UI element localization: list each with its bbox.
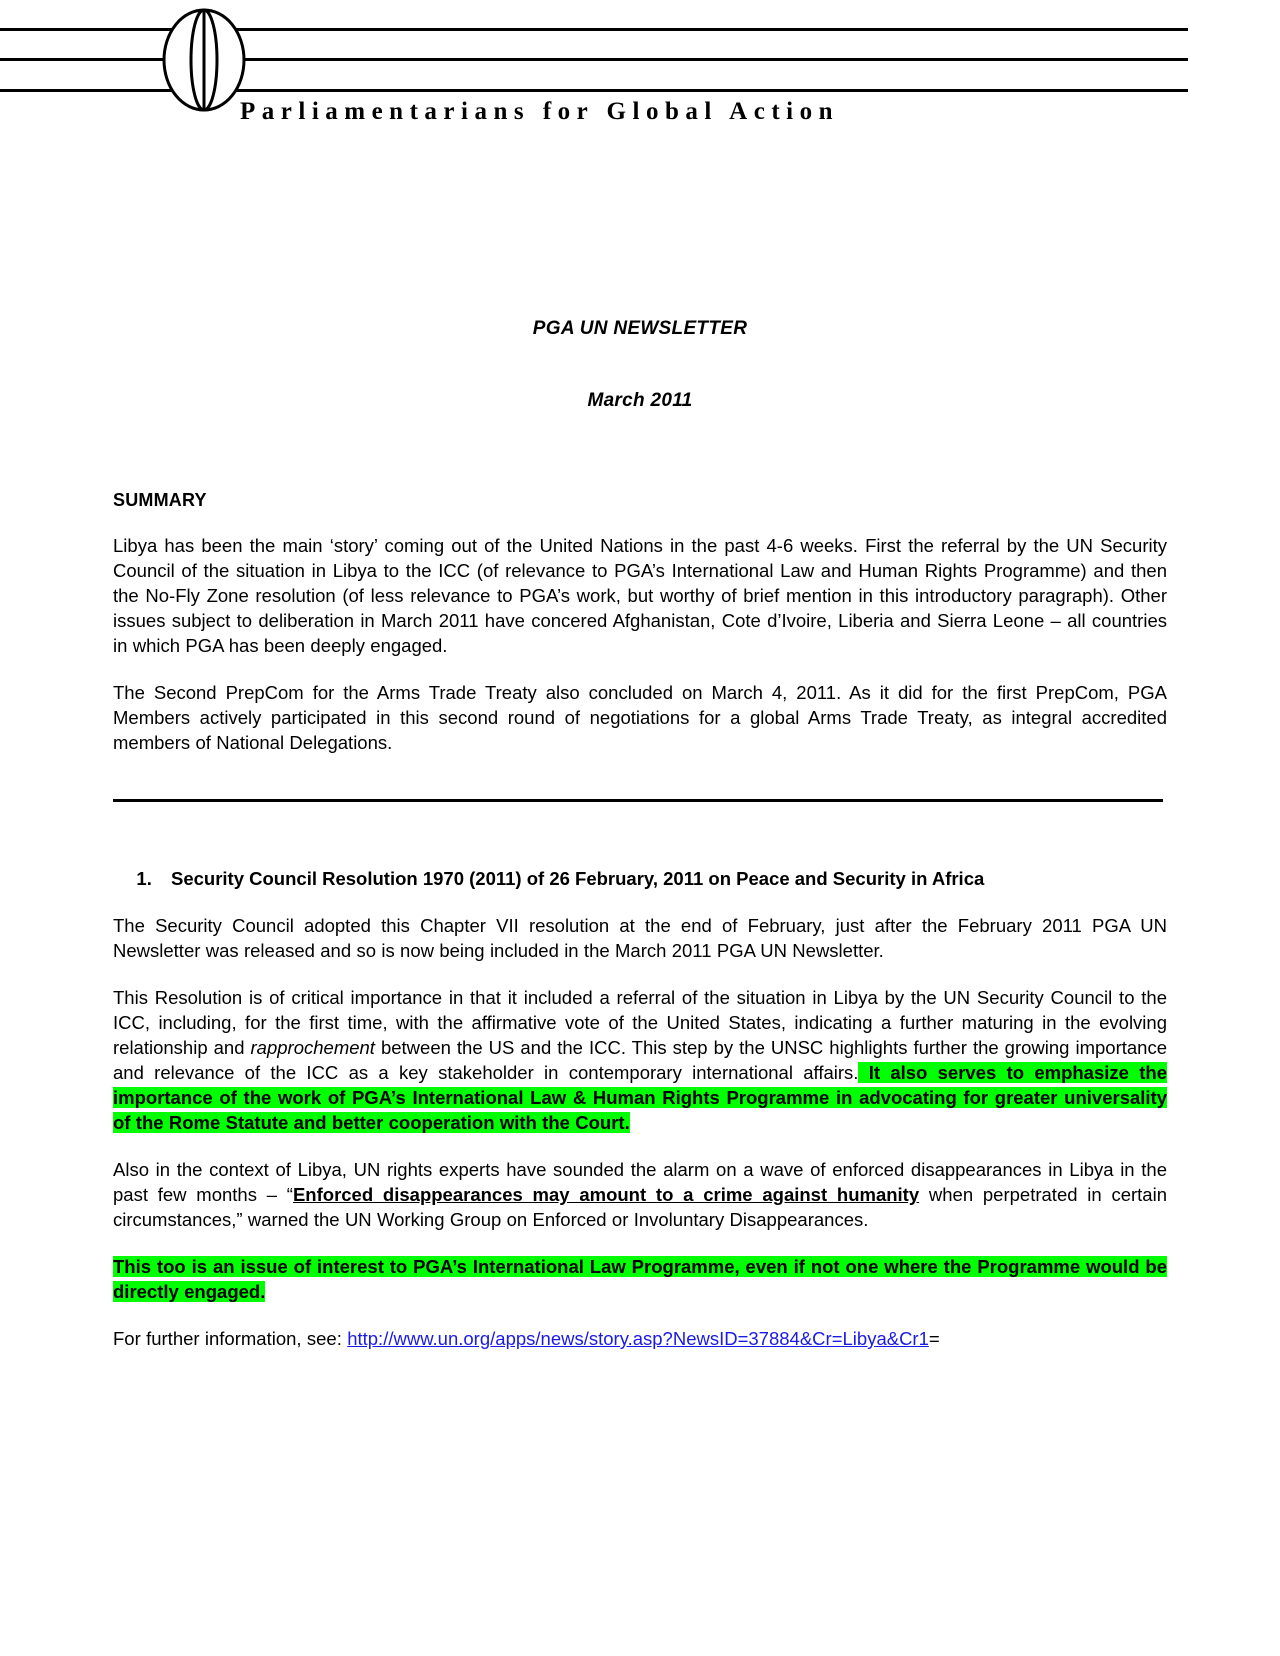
page-title: PGA UN NEWSLETTER bbox=[532, 318, 748, 339]
summary-heading: SUMMARY bbox=[113, 490, 207, 510]
organization-name: Parliamentarians for Global Action bbox=[240, 98, 839, 125]
section-divider bbox=[113, 799, 1163, 802]
letterhead bbox=[0, 0, 1280, 150]
summary-paragraph-2: The Second PrepCom for the Arms Trade Treaty also concluded on March 4, 2011. As it did for the first PrepCom, PGA Members actively participated in this second round of negotiations for a global Arms Trade Treaty, as integral accredited members of National Delegations. bbox=[113, 682, 1167, 753]
para3-underlined-quote: Enforced disappearances may amount to a crime against humanity bbox=[292, 1184, 920, 1205]
further-information-line bbox=[113, 1326, 1167, 1351]
para3-text-b: when perpetrated in certain circumstances,” warned the UN Working Group on Enforced or Involuntary Disappearances. bbox=[113, 1184, 1167, 1230]
section-heading-1: 1. Security Council Resolution 1970 (2011) of 26 February, 2011 on Peace and Security in Africa bbox=[157, 866, 1167, 891]
para3-text-a: Also in the context of Libya, UN rights experts have sounded the alarm on a wave of enforced disappearances in Libya in the past few months – “ bbox=[113, 1159, 1167, 1205]
document-date: March 2011 bbox=[587, 390, 693, 411]
further-info-suffix: = bbox=[928, 1328, 940, 1349]
section-list bbox=[113, 866, 1167, 891]
para2-italic-term: rapprochement bbox=[250, 1037, 375, 1058]
section-1-paragraph-4 bbox=[113, 1254, 1167, 1304]
para2-text-b: between the US and the ICC. This step by the UNSC highlights further the growing importance and relevance of the ICC as a key stakeholder in contemporary international affairs. bbox=[113, 1037, 1167, 1083]
para4-highlighted-text: This too is an issue of interest to PGA’s International Law Programme, even if not one where the Programme would be directly engaged. bbox=[113, 1256, 1167, 1302]
section-1-paragraph-2 bbox=[113, 985, 1167, 1135]
further-info-label: For further information, see: bbox=[113, 1328, 348, 1349]
section-1-paragraph-1: The Security Council adopted this Chapter VII resolution at the end of February, just after the February 2011 PGA UN Newsletter was released and so is now being included in the March 2011 PGA UN Newsletter. bbox=[113, 915, 1167, 961]
section-1-paragraph-3 bbox=[113, 1157, 1167, 1232]
para2-text-a: This Resolution is of critical importance in that it included a referral of the situation in Libya by the UN Security Council to the ICC, including, for the first time, with the affirmative vote of the United States, indicating a further maturing in the evolving relationship and bbox=[113, 987, 1167, 1058]
further-info-link[interactable]: http://www.un.org/apps/news/story.asp?NewsID=37884&Cr=Libya&Cr1 bbox=[347, 1328, 929, 1349]
globe-icon bbox=[160, 8, 248, 112]
summary-paragraph-1: Libya has been the main ‘story’ coming out of the United Nations in the past 4-6 weeks. First the referral by the UN Security Council of the situation in Libya to the ICC (of relevance to PGA’s International Law and Human Rights Programme) and then the No-Fly Zone resolution (of less relevance to PGA’s work, but worthy of brief mention in this introductory paragraph). Other issues subject to deliberation in March 2011 have concered Afghanistan, Cote d’Ivoire, Liberia and Sierra Leone – all countries in which PGA has been deeply engaged. bbox=[113, 535, 1167, 656]
document-body bbox=[0, 318, 1280, 1351]
para2-highlighted-text: It also serves to emphasize the importance of the work of PGA’s International Law & Human Rights Programme in advocating for greater universality of the Rome Statute and better cooperation with the Court. bbox=[113, 1062, 1167, 1133]
